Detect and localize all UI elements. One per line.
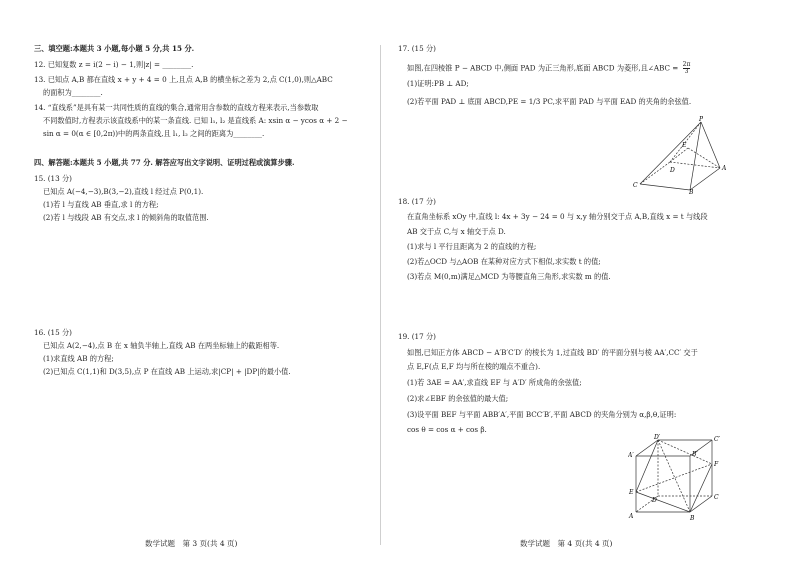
question-17-text: 如图,在四棱锥 P − ABCD 中,侧面 PAD 为正三角形,底面 ABCD 为菱形,且∠ABC = — [407, 63, 679, 73]
label-B: B — [689, 189, 694, 194]
label-D: D — [670, 167, 675, 174]
label-P: P — [699, 116, 704, 123]
question-19-line2: 点 E,F(点 E,F 均与所在棱的端点不重合). — [407, 362, 541, 371]
question-17-line1 — [398, 62, 690, 75]
question-16-line3: (2)已知点 C(1,1)和 D(3,5),点 P 在直线 AB 上运动,求|CP| + |DP|的最小值. — [43, 367, 291, 376]
question-13-line2: 的面积为________. — [43, 88, 103, 97]
question-14-line3: sin α = 0(α ∈ [0,2π))中的两条直线,且 l₁, l₂ 之间的距离为________. — [43, 129, 265, 138]
question-19-line6: cos θ = cos α + cos β. — [407, 425, 487, 434]
question-18-line3: (1)求与 l 平行且距离为 2 的直线的方程; — [407, 242, 537, 251]
angle-fraction — [683, 62, 691, 75]
question-18-heading: 18. (17 分) — [398, 197, 436, 206]
fraction-numerator: 2π — [682, 61, 691, 68]
label-C: C — [633, 182, 638, 189]
column-divider — [380, 45, 381, 545]
question-15-line3: (2)若 l 与线段 AB 有交点,求 l 的倾斜角的取值范围. — [43, 213, 209, 222]
label-A-prime: A′ — [628, 452, 634, 459]
pyramid-figure — [628, 116, 728, 194]
question-19-line1: 如图,已知正方体 ABCD − A′B′C′D′ 的棱长为 1,过直线 BD′ 的平面分别与棱 AA′,CC′ 交于 — [407, 348, 698, 357]
question-14-line1: 14. “直线系”是具有某一共同性质的直线的集合,通常用含参数的直线方程来表示,当参数取 — [34, 103, 319, 112]
question-12: 12. 已知复数 z = i(2 − i) − 1,则|z| = ________. — [34, 60, 194, 69]
label-D: D — [652, 497, 657, 504]
section3-title: 三、填空题:本题共 3 小题,每小题 5 分,共 15 分. — [34, 44, 195, 53]
page-3-footer: 数学试题 第 3 页(共 4 页) — [145, 539, 238, 548]
question-16-line1: 已知点 A(2,−4),点 B 在 x 轴负半轴上,直线 AB 在两坐标轴上的截距相等. — [43, 341, 280, 350]
question-17-line2: (1)证明:PB ⊥ AD; — [407, 79, 469, 88]
label-E: E — [682, 142, 687, 149]
question-18-line4: (2)若△OCD 与△AOB 在某种对应方式下相似,求实数 t 的值; — [407, 257, 601, 266]
label-C-prime: C′ — [714, 436, 720, 443]
label-C: C — [714, 494, 719, 501]
question-14-line2: 不同数值时,方程表示该直线系中的某一条直线. 已知 l₁, l₂ 是直线系 A: xsin α − ycos α + 2 − — [43, 116, 348, 125]
label-A: A — [629, 513, 634, 520]
question-18-line5: (3)若点 M(0,m)满足△MCD 为等腰直角三角形,求实数 m 的值. — [407, 272, 611, 281]
question-15-heading: 15. (13 分) — [34, 174, 72, 183]
question-18-line1: 在直角坐标系 xOy 中,直线 l: 4x + 3y − 24 = 0 与 x,y 轴分别交于点 A,B,直线 x = t 与线段 — [407, 212, 708, 221]
fraction-denominator: 3 — [684, 68, 689, 75]
label-E: E — [629, 489, 634, 496]
page-4-footer: 数学试题 第 4 页(共 4 页) — [520, 539, 613, 548]
cube-figure — [628, 434, 728, 522]
section4-title: 四、解答题:本题共 5 小题,共 77 分. 解答应写出文字说明、证明过程或演算步骤. — [34, 158, 295, 167]
question-19-line5: (3)设平面 BEF 与平面 ABB′A′,平面 BCC′B′,平面 ABCD 的夹角分别为 α,β,θ,证明: — [407, 410, 677, 419]
label-B-prime: B′ — [692, 451, 698, 458]
label-B: B — [690, 515, 695, 522]
question-19-line3: (1)若 3AE = AA′,求直线 EF 与 A′D′ 所成角的余弦值; — [407, 378, 582, 387]
question-18-line2: AB 交于点 C,与 x 轴交于点 D. — [407, 227, 506, 236]
question-16-line2: (1)求直线 AB 的方程; — [43, 354, 114, 363]
label-F: F — [714, 461, 719, 468]
question-19-line4: (2)求∠EBF 的余弦值的最大值; — [407, 394, 509, 403]
question-15-line1: 已知点 A(−4,−3),B(3,−2),直线 l 经过点 P(0,1). — [43, 187, 204, 196]
question-17-heading: 17. (15 分) — [398, 44, 436, 53]
label-A: A — [722, 165, 727, 172]
question-15-line2: (1)若 l 与直线 AB 垂直,求 l 的方程; — [43, 200, 159, 209]
question-17-line3: (2)若平面 PAD ⊥ 底面 ABCD,PE = 1/3 PC,求平面 PAD 与平面 EAD 的夹角的余弦值. — [407, 97, 692, 106]
question-16-heading: 16. (15 分) — [34, 328, 72, 337]
question-13-line1: 13. 已知点 A,B 都在直线 x + y + 4 = 0 上,且点 A,B 的横坐标之差为 2,点 C(1,0),则△ABC — [34, 75, 333, 84]
label-D-prime: D′ — [654, 434, 661, 441]
question-19-heading: 19. (17 分) — [398, 332, 436, 341]
